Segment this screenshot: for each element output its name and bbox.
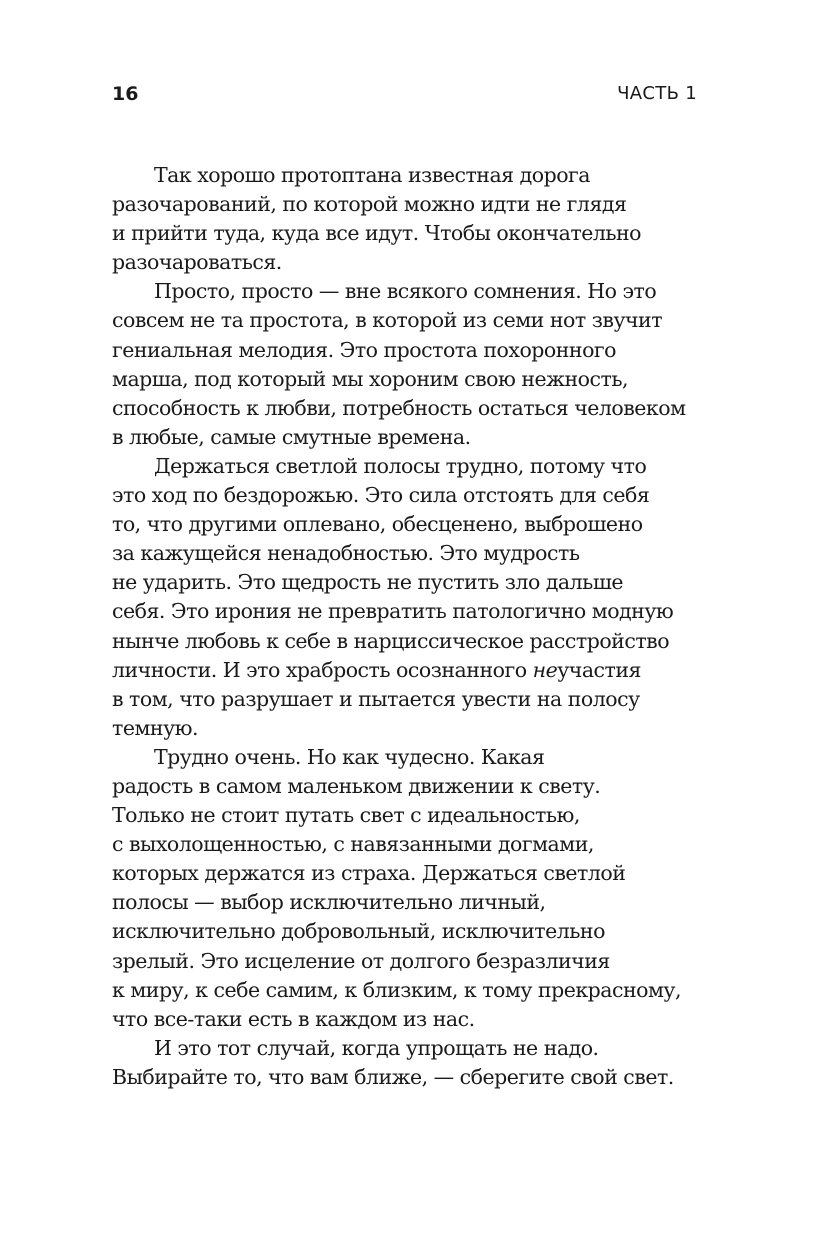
- text-line: радость в самом маленьком движении к свету.: [112, 773, 601, 798]
- text-line: полосы — выбор исключительно личный,: [112, 890, 546, 915]
- text-line: нынче любовь к себе в нарциссическое расстройство: [112, 628, 670, 653]
- text-line-with-emphasis: [112, 656, 712, 685]
- text-line: себя. Это ирония не превратить патологично модную: [112, 599, 674, 624]
- text-line: и прийти туда, куда все идут. Чтобы окончательно: [112, 221, 642, 246]
- text-line: что все-таки есть в каждом из нас.: [112, 1006, 475, 1031]
- text-line: гениальная мелодия. Это простота похоронного: [112, 337, 617, 362]
- text-line: И это тот случай, когда упрощать не надо.: [154, 1035, 599, 1060]
- text-line: к миру, к себе самим, к близким, к тому прекрасному,: [112, 977, 681, 1002]
- text-line: разочароваться.: [112, 250, 282, 275]
- text-line: Выбирайте то, что вам ближе, — сберегите свой свет.: [112, 1064, 674, 1089]
- paragraph: [112, 1034, 712, 1092]
- text-line: Держаться светлой полосы трудно, потому что: [154, 453, 647, 478]
- text-line: темную.: [112, 715, 199, 740]
- text-line: Просто, просто — вне всякого сомнения. Но это: [154, 279, 657, 304]
- text-line: которых держатся из страха. Держаться светлой: [112, 861, 626, 886]
- text-line: способность к любви, потребность остаться человеком: [112, 395, 686, 420]
- text-line: Так хорошо протоптана известная дорога: [154, 163, 591, 187]
- text-line: совсем не та простота, в которой из семи нот звучит: [112, 308, 663, 333]
- text-line: Трудно очень. Но как чудесно. Какая: [154, 744, 545, 769]
- body-text: [112, 161, 712, 1092]
- text-line: это ход по бездорожью. Это сила отстоять для себя: [112, 483, 650, 508]
- text-line: разочарований, по которой можно идти не глядя: [112, 192, 627, 217]
- text-line: в любые, самые смутные времена.: [112, 424, 471, 449]
- emphasized-word: не: [532, 657, 558, 682]
- text-line: за кажущейся ненадобностью. Это мудрость: [112, 541, 580, 566]
- text-line: исключительно добровольный, исключительно: [112, 919, 605, 944]
- text-line: марша, под который мы хороним свою нежность,: [112, 366, 629, 391]
- text-line: с выхолощенностью, с навязанными догмами,: [112, 832, 594, 857]
- text-line: не ударить. Это щедрость не пустить зло дальше: [112, 570, 624, 595]
- paragraph: [112, 277, 712, 452]
- text-line: зрелый. Это исцеление от долгого безразличия: [112, 948, 610, 973]
- paragraph: [112, 743, 712, 1034]
- text-fragment: участия: [557, 657, 641, 682]
- paragraph: [112, 452, 712, 743]
- paragraph: [112, 161, 712, 277]
- running-head: ЧАСТЬ 1: [617, 83, 697, 104]
- text-fragment: личности. И это храбрость осознанного: [112, 657, 533, 682]
- text-line: то, что другими оплевано, обесценено, выброшено: [112, 512, 643, 537]
- text-line: Только не стоит путать свет с идеальностью,: [112, 803, 580, 828]
- page-number: 16: [112, 83, 139, 105]
- text-line: в том, что разрушает и пытается увести на полосу: [112, 686, 640, 711]
